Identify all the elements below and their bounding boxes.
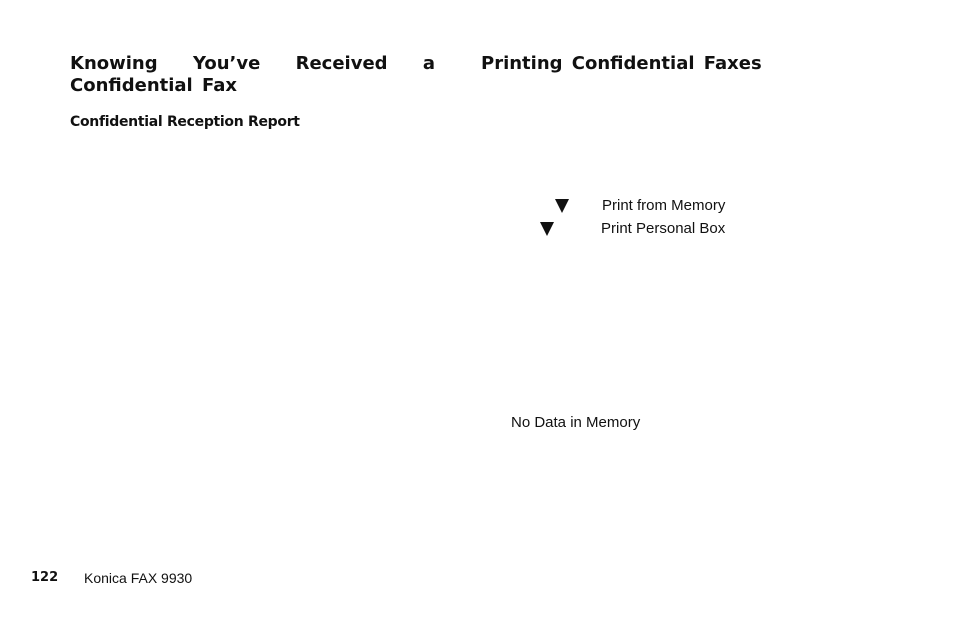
section-heading-printing-confidential-faxes: Printing Confidential Faxes bbox=[481, 53, 762, 74]
display-line-print-personal-box: Print Personal Box bbox=[601, 220, 726, 237]
section-heading-confidential-fax: Knowing You’ve Received a Confidential Fax bbox=[70, 53, 435, 96]
footer-title: Konica FAX 9930 bbox=[84, 570, 193, 586]
subheading-confidential-reception-report: Confidential Reception Report bbox=[70, 114, 300, 130]
display-message-no-data: No Data in Memory bbox=[511, 414, 641, 431]
page-number: 122 bbox=[31, 570, 59, 585]
down-triangle-icon bbox=[555, 199, 569, 213]
down-triangle-icon bbox=[540, 222, 554, 236]
display-line-print-from-memory: Print from Memory bbox=[602, 197, 726, 214]
